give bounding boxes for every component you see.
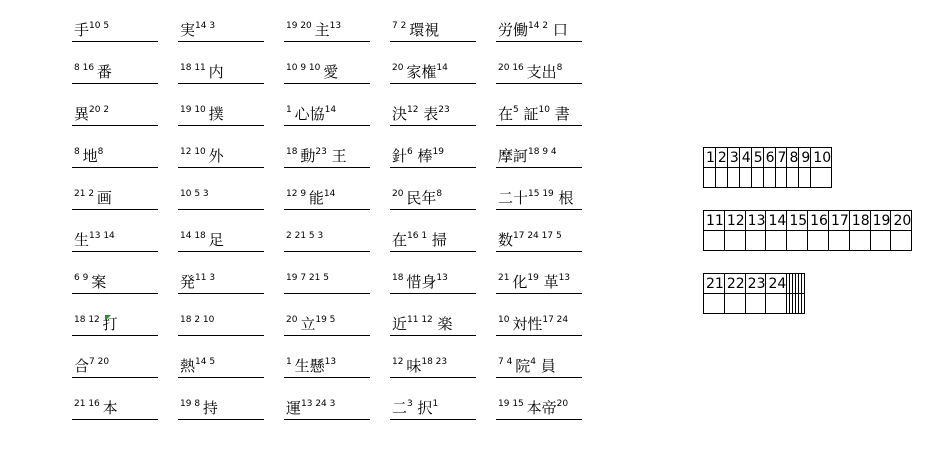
kanji-text: 近 (392, 315, 408, 333)
answer-table-1 (703, 147, 832, 188)
puzzle-cell (390, 42, 476, 84)
puzzle-cell-text (74, 274, 156, 291)
kanji-text: 撲 (208, 105, 224, 123)
clue-number: 14 2 (528, 21, 549, 31)
clue-number: 19 (527, 273, 539, 283)
clue-number: 21 2 (74, 189, 97, 199)
clue-number: 8 (97, 147, 104, 157)
clue-number: 3 (407, 399, 413, 409)
puzzle-cell-text (392, 316, 474, 333)
answer-number-cell: 11 (704, 211, 725, 231)
answer-input-cell[interactable] (787, 231, 808, 251)
clue-number: 12 10 (180, 147, 209, 157)
kanji-text: 楽 (432, 315, 453, 333)
answer-input-cell[interactable] (763, 168, 775, 188)
clue-number: 14 5 (195, 357, 216, 367)
puzzle-cell (284, 336, 370, 378)
clue-number: 12 9 (286, 189, 309, 199)
puzzle-cell-text (498, 400, 580, 417)
puzzle-cell (72, 336, 158, 378)
puzzle-cell (178, 252, 264, 294)
puzzle-cell-text (74, 64, 156, 81)
puzzle-cell (72, 252, 158, 294)
kanji-text: 口 (548, 21, 568, 39)
clue-number: 15 19 (528, 189, 554, 199)
kanji-text: 革 (538, 273, 559, 291)
puzzle-cell-text (286, 190, 368, 207)
puzzle-cell (178, 378, 264, 420)
clue-number: 21 16 (74, 399, 103, 409)
answer-input-cell[interactable] (745, 231, 766, 251)
puzzle-cell (390, 252, 476, 294)
answer-input-cell[interactable] (811, 168, 832, 188)
puzzle-cell (178, 0, 264, 42)
answer-blank-row (704, 231, 912, 251)
answer-number-row (704, 211, 912, 231)
clue-number: 23 (315, 147, 327, 157)
clue-number: 11 12 (407, 315, 433, 325)
clue-number: 2 21 5 3 (286, 231, 327, 241)
puzzle-cell-text (498, 358, 580, 375)
puzzle-cell-text (180, 106, 262, 123)
clue-number: 11 3 (195, 273, 216, 283)
clue-number: 1 (432, 399, 439, 409)
puzzle-cell-text (498, 106, 580, 123)
clue-number: 10 5 (89, 21, 110, 31)
puzzle-cell (390, 0, 476, 42)
clue-number: 21 (498, 273, 513, 283)
puzzle-cell (178, 294, 264, 336)
answer-number-cell: 23 (745, 274, 766, 294)
clue-number: 20 2 (89, 105, 110, 115)
answer-number-cell: 3 (727, 148, 739, 168)
kanji-text: 表 (418, 105, 439, 123)
clue-number: 19 15 (498, 399, 527, 409)
kanji-text: 愛 (323, 63, 339, 81)
puzzle-cell (178, 84, 264, 126)
clue-number: 10 9 10 (286, 63, 324, 73)
clue-number: 7 20 (89, 357, 110, 367)
answer-input-cell[interactable] (787, 168, 799, 188)
clue-number: 17 24 17 5 (513, 231, 562, 241)
kanji-text: 実 (180, 21, 196, 39)
kanji-text: 主 (314, 21, 330, 39)
answer-number-cell: 22 (724, 274, 745, 294)
answer-input-cell[interactable] (849, 231, 870, 251)
kanji-text: 決 (392, 105, 408, 123)
clue-number: 14 3 (195, 21, 216, 31)
puzzle-cell-text (392, 64, 474, 81)
kanji-text: 運 (286, 399, 302, 417)
kanji-text: 棒 (412, 147, 433, 165)
kanji-text: 足 (208, 231, 224, 249)
puzzle-cell (178, 168, 264, 210)
puzzle-cell (496, 126, 582, 168)
puzzle-cell (178, 210, 264, 252)
clue-number: 19 10 (180, 105, 209, 115)
clue-number: 6 9 (74, 273, 92, 283)
puzzle-cell-text (180, 274, 262, 291)
kanji-text: 熱 (180, 357, 196, 375)
puzzle-cell (284, 0, 370, 42)
puzzle-cell (72, 84, 158, 126)
clue-number: 19 (432, 147, 444, 157)
clue-number: 8 (74, 147, 83, 157)
kanji-text: 在 (498, 105, 514, 123)
puzzle-cell (178, 126, 264, 168)
puzzle-cell (72, 294, 158, 336)
kanji-text: 摩訶 (498, 147, 529, 165)
clue-number: 20 (286, 315, 301, 325)
clue-number: 14 (323, 189, 336, 199)
puzzle-cell (72, 0, 158, 42)
kanji-text: 員 (535, 357, 556, 375)
clue-number: 12 (407, 105, 419, 115)
puzzle-cell (284, 42, 370, 84)
puzzle-cell (496, 0, 582, 42)
answer-number-cell: 20 (891, 211, 912, 231)
kanji-text: 証 (518, 105, 539, 123)
kanji-text: 本 (102, 399, 118, 417)
kanji-text: 環視 (409, 21, 440, 39)
answer-number-cell: 1 (704, 148, 716, 168)
kanji-text: 書 (549, 105, 570, 123)
puzzle-cell (284, 210, 370, 252)
clue-number: 19 8 (180, 399, 203, 409)
answer-number-cell: 7 (775, 148, 787, 168)
puzzle-cell-text (286, 64, 368, 81)
clue-number: 17 24 (542, 315, 569, 325)
puzzle-cell-text (180, 232, 262, 249)
kanji-text: 動 (300, 147, 316, 165)
puzzle-cell-text (180, 190, 262, 207)
kanji-text: 針 (392, 147, 408, 165)
puzzle-cell-text (74, 190, 156, 207)
clue-number: 5 (513, 105, 519, 115)
clue-number: 6 (407, 147, 413, 157)
puzzle-cell-text (392, 400, 474, 417)
puzzle-cell (178, 42, 264, 84)
kanji-text: 異 (74, 105, 90, 123)
answer-number-cell: 10 (811, 148, 832, 168)
answer-number-cell: 12 (724, 211, 745, 231)
clue-number: 7 4 (498, 357, 516, 367)
puzzle-cell (284, 378, 370, 420)
puzzle-cell (496, 378, 582, 420)
kanji-text: 地 (82, 147, 98, 165)
kanji-text: 在 (392, 231, 408, 249)
kanji-text: 民年 (406, 189, 437, 207)
puzzle-cell (284, 168, 370, 210)
puzzle-cell-text (180, 64, 262, 81)
puzzle-cell-text (392, 274, 474, 291)
puzzle-cell-text (74, 22, 156, 39)
answer-number-cell: 18 (849, 211, 870, 231)
puzzle-cell-text (392, 232, 474, 249)
kanji-text: 画 (96, 189, 112, 207)
puzzle-cell (390, 210, 476, 252)
kanji-text: 化 (512, 273, 528, 291)
kanji-text: 王 (326, 147, 347, 165)
puzzle-cell-text (498, 22, 580, 39)
clue-number: 18 (286, 147, 301, 157)
clue-number: 20 (556, 399, 569, 409)
clue-number: 19 7 21 5 (286, 273, 332, 283)
kanji-text: 支出 (526, 63, 557, 81)
puzzle-cell-text (392, 148, 474, 165)
answer-input-cell[interactable] (799, 168, 811, 188)
kanji-text: 家権 (406, 63, 437, 81)
answer-input-cell[interactable] (715, 168, 727, 188)
kanji-text: 数 (498, 231, 514, 249)
answer-input-cell[interactable] (870, 231, 891, 251)
puzzle-cell (496, 336, 582, 378)
clue-number: 8 (556, 63, 563, 73)
answer-number-cell: 4 (739, 148, 751, 168)
puzzle-cell (496, 42, 582, 84)
kanji-text: 立 (300, 315, 316, 333)
kanji-text: 生 (74, 231, 90, 249)
puzzle-cell-text (74, 106, 156, 123)
puzzle-cell-text (498, 316, 580, 333)
answer-input-cell[interactable] (766, 231, 787, 251)
clue-number: 18 (392, 273, 407, 283)
kanji-text: 択 (412, 399, 433, 417)
kanji-text: 本帝 (526, 399, 557, 417)
puzzle-cell (72, 210, 158, 252)
clue-number: 10 (538, 105, 550, 115)
puzzle-cell-text (74, 358, 156, 375)
clue-number: 14 (324, 105, 337, 115)
clue-number: 8 16 (74, 63, 97, 73)
puzzle-cell-text (180, 22, 262, 39)
kanji-text: 掃 (427, 231, 447, 249)
clue-number: 19 20 (286, 21, 315, 31)
answer-number-cell: 24 (766, 274, 787, 294)
answer-input-cell[interactable] (891, 231, 912, 251)
puzzle-cell-text (286, 148, 368, 165)
puzzle-cell-text (286, 22, 368, 39)
puzzle-cell-text (286, 106, 368, 123)
clue-number: 20 (392, 189, 407, 199)
kanji-text: 二 (392, 399, 408, 417)
clue-number: 19 5 (315, 315, 336, 325)
clue-number: 13 24 3 (301, 399, 336, 409)
kanji-text: 外 (208, 147, 224, 165)
kanji-text: 案 (91, 273, 107, 291)
puzzle-cell-text (498, 232, 580, 249)
clue-number: 20 16 (498, 63, 527, 73)
answer-table-2 (703, 210, 912, 251)
kanji-text: 番 (96, 63, 112, 81)
puzzle-cell (496, 84, 582, 126)
puzzle-cell-text (74, 316, 156, 333)
answer-input-cell[interactable] (808, 231, 829, 251)
answer-number-cell: 5 (751, 148, 763, 168)
puzzle-cell-text (286, 400, 368, 417)
puzzle-cell (284, 84, 370, 126)
kanji-text: 内 (208, 63, 224, 81)
kanji-text: 惜身 (406, 273, 437, 291)
puzzle-cell (284, 126, 370, 168)
clue-number: 7 2 (392, 21, 410, 31)
kanji-text: 味 (406, 357, 422, 375)
puzzle-cell-text (498, 274, 580, 291)
kanji-text: 生懸 (294, 357, 325, 375)
puzzle-cell-text (286, 232, 368, 249)
answer-number-cell: 9 (799, 148, 811, 168)
clue-number: 18 11 (180, 63, 209, 73)
puzzle-cell (390, 294, 476, 336)
puzzle-cell (72, 168, 158, 210)
answer-input-cell[interactable] (802, 294, 805, 314)
answer-number-cell: 2 (715, 148, 727, 168)
clue-number: 13 (436, 273, 448, 283)
puzzle-cell (496, 252, 582, 294)
answer-input-cell[interactable] (724, 231, 745, 251)
puzzle-cell (284, 294, 370, 336)
answer-input-cell[interactable] (751, 168, 763, 188)
puzzle-cell (390, 336, 476, 378)
clue-number: 18 23 (421, 357, 448, 367)
puzzle-cell (178, 336, 264, 378)
answer-number-cell: 16 (808, 211, 829, 231)
puzzle-cell-text (180, 316, 262, 333)
answer-input-cell[interactable] (775, 168, 787, 188)
puzzle-cell-text (286, 274, 368, 291)
puzzle-cell-text (392, 190, 474, 207)
puzzle-cell-text (392, 22, 474, 39)
answer-number-row (704, 274, 805, 294)
answer-number-cell: 6 (763, 148, 775, 168)
clue-number: 4 (530, 357, 536, 367)
puzzle-cell-text (498, 190, 580, 207)
answer-input-cell[interactable] (766, 294, 787, 314)
kanji-text: 院 (515, 357, 531, 375)
puzzle-cell (72, 126, 158, 168)
kanji-text: 持 (202, 399, 218, 417)
puzzle-cell (390, 126, 476, 168)
puzzle-cell (72, 42, 158, 84)
puzzle-cell (496, 294, 582, 336)
puzzle-cell (284, 252, 370, 294)
clue-number: 10 (498, 315, 513, 325)
clue-number: 23 (438, 105, 450, 115)
clue-number: 12 (392, 357, 407, 367)
puzzle-cell-text (180, 148, 262, 165)
answer-input-cell[interactable] (704, 294, 725, 314)
answer-input-cell[interactable] (828, 231, 849, 251)
puzzle-cell-text (392, 358, 474, 375)
answer-number-cell: 15 (787, 211, 808, 231)
clue-number: 18 2 10 (180, 315, 218, 325)
clue-number: 1 (286, 105, 295, 115)
answer-number-cell: 14 (766, 211, 787, 231)
answer-table-3 (703, 273, 805, 314)
puzzle-cell-text (498, 64, 580, 81)
answer-input-cell[interactable] (704, 231, 725, 251)
clue-number: 20 (392, 63, 407, 73)
kanji-text: 合 (74, 357, 90, 375)
puzzle-cell-text (392, 106, 474, 123)
clue-number: 13 (329, 21, 342, 31)
puzzle-cell (496, 168, 582, 210)
answer-number-cell: 17 (828, 211, 849, 231)
puzzle-cell-text (180, 358, 262, 375)
clue-number: 13 (324, 357, 337, 367)
kanji-text: 手 (74, 21, 90, 39)
kanji-text: 発 (180, 273, 196, 291)
kanji-text: 心協 (294, 105, 325, 123)
clue-number: 14 18 (180, 231, 209, 241)
kanji-text: 対性 (512, 315, 543, 333)
answer-number-cell: 13 (745, 211, 766, 231)
puzzle-cell-text (498, 148, 580, 165)
answer-number-cell (802, 274, 805, 294)
green-corner-mark (105, 315, 111, 321)
puzzle-cell-text (180, 400, 262, 417)
clue-number: 14 (436, 63, 448, 73)
clue-number: 16 1 (407, 231, 428, 241)
puzzle-cell (390, 168, 476, 210)
kanji-text: 労働 (498, 21, 529, 39)
answer-number-row (704, 148, 832, 168)
kanji-text: 打 (102, 315, 118, 333)
clue-number: 18 12 (74, 315, 103, 325)
answer-input-cell[interactable] (727, 168, 739, 188)
clue-number: 13 (558, 273, 571, 283)
answer-blank-row (704, 294, 805, 314)
clue-number: 8 (436, 189, 443, 199)
answer-blank-row (704, 168, 832, 188)
answer-number-cell: 8 (787, 148, 799, 168)
puzzle-cell-text (74, 148, 156, 165)
puzzle-cell (496, 210, 582, 252)
clue-number: 13 14 (89, 231, 115, 241)
clue-number: 1 (286, 357, 295, 367)
answer-input-cell[interactable] (724, 294, 745, 314)
answer-input-cell[interactable] (745, 294, 766, 314)
answer-number-cell: 19 (870, 211, 891, 231)
answer-input-cell[interactable] (739, 168, 751, 188)
clue-number: 18 9 4 (528, 147, 557, 157)
kanji-text: 根 (553, 189, 574, 207)
clue-number: 10 5 3 (180, 189, 212, 199)
puzzle-cell (390, 378, 476, 420)
kanji-text: 能 (308, 189, 324, 207)
puzzle-cell-text (74, 400, 156, 417)
kanji-text: 二十 (498, 189, 529, 207)
answer-input-cell[interactable] (704, 168, 716, 188)
puzzle-cell (390, 84, 476, 126)
puzzle-cell-text (286, 358, 368, 375)
puzzle-cell-text (74, 232, 156, 249)
puzzle-cell (72, 378, 158, 420)
answer-number-cell: 21 (704, 274, 725, 294)
puzzle-cell-text (286, 316, 368, 333)
